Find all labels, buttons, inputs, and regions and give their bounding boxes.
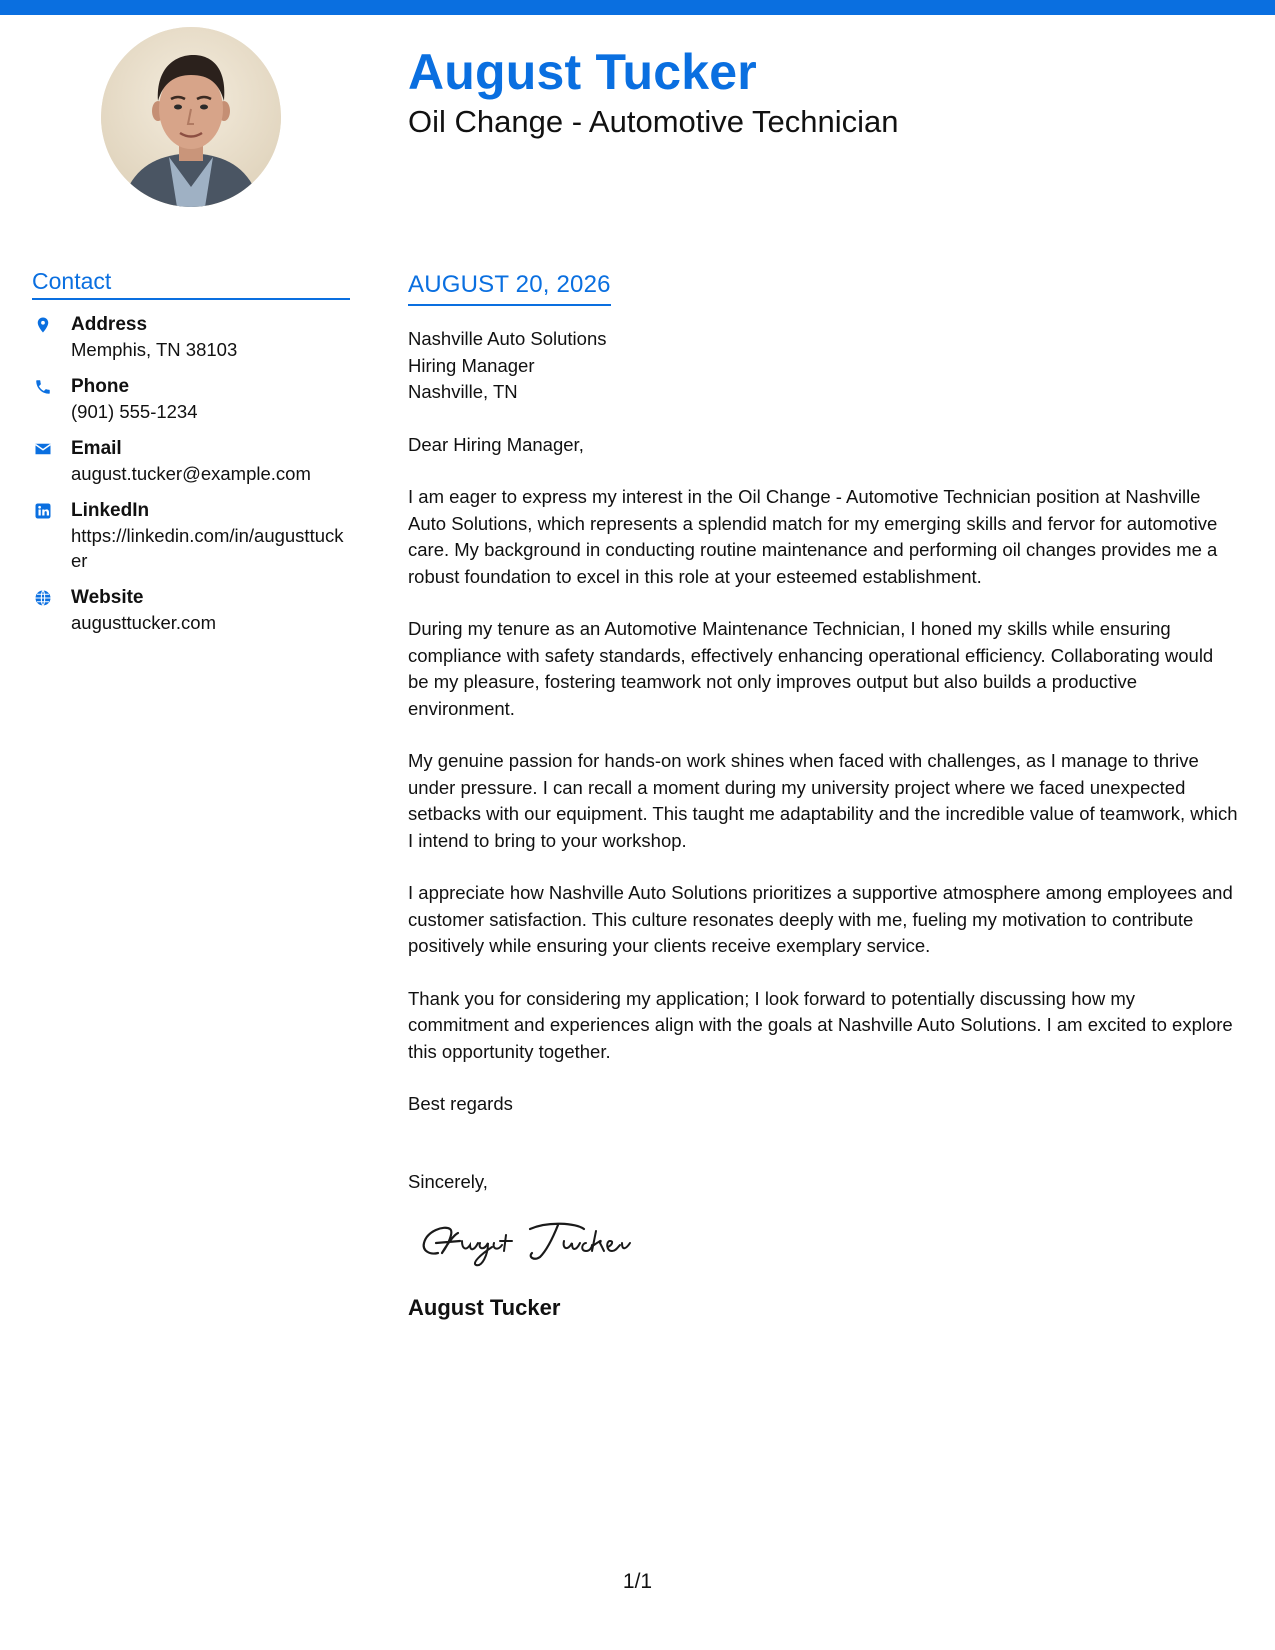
map-pin-icon xyxy=(34,316,52,334)
recipient-location: Nashville, TN xyxy=(408,381,518,402)
closing-line: Best regards xyxy=(408,1093,513,1114)
candidate-name: August Tucker xyxy=(408,44,757,100)
contact-item-website xyxy=(32,585,350,635)
email-icon xyxy=(34,440,52,458)
contact-item-phone xyxy=(32,374,350,424)
letter-paragraph: During my tenure as an Automotive Maintenance Technician, I honed my skills while ensuring compliance with safety standards, effectively enhancing operational efficiency. Collaborating would be my pleasure, fostering teamwork not only improves output but also builds a productive environment. xyxy=(408,618,1214,719)
globe-icon xyxy=(34,589,52,607)
address-value: Memphis, TN 38103 xyxy=(71,339,238,360)
phone-label: Phone xyxy=(71,376,130,397)
recipient-title: Hiring Manager xyxy=(408,354,535,376)
linkedin-value[interactable]: https://linkedin.com/in/augusttucker xyxy=(71,525,344,571)
recipient-company: Nashville Auto Solutions xyxy=(408,328,607,349)
letter-body xyxy=(408,270,1238,1323)
phone-icon xyxy=(34,378,52,396)
page-number: 1/1 xyxy=(622,1570,653,1593)
letter-paragraph: Thank you for considering my application; I look forward to potentially discussing how my commitment and experiences align with the goals at Nashville Auto Solutions. I am excited to explore this opportunity together. xyxy=(408,987,1233,1062)
address-label: Address xyxy=(71,314,148,335)
website-value[interactable]: augusttucker.com xyxy=(71,612,216,633)
sign-off: Sincerely, xyxy=(408,1170,488,1192)
contact-item-linkedin xyxy=(32,498,350,573)
contact-item-email xyxy=(32,436,350,486)
email-value[interactable]: august.tucker@example.com xyxy=(71,463,311,484)
top-accent-bar xyxy=(0,0,1275,15)
contact-item-address xyxy=(32,312,350,362)
letter-paragraph: I appreciate how Nashville Auto Solutions prioritizes a supportive atmosphere among employees and customer satisfaction. This culture resonates deeply with me, fueling my motivation to contribute positively while ensuring your clients receive exemplary service. xyxy=(408,882,1233,956)
linkedin-icon xyxy=(34,502,52,520)
linkedin-label: LinkedIn xyxy=(71,500,150,521)
signer-name: August Tucker xyxy=(408,1295,561,1320)
letter-date: AUGUST 20, 2026 xyxy=(408,271,611,298)
salutation: Dear Hiring Manager, xyxy=(408,433,584,455)
handwritten-signature xyxy=(408,1209,1238,1273)
contact-sidebar xyxy=(32,266,350,647)
email-label: Email xyxy=(71,438,122,459)
date-underline xyxy=(408,270,611,306)
website-label: Website xyxy=(71,587,144,608)
letter-paragraph: My genuine passion for hands-on work shines when faced with challenges, as I manage to thrive under pressure. I can recall a moment during my university project where we faced unexpected setbacks with our equipment. This taught me adaptability and the incredible value of teamwork, which I intend to bring to your workshop. xyxy=(408,750,1238,851)
contact-heading: Contact xyxy=(32,266,350,300)
letter-paragraph: I am eager to express my interest in the Oil Change - Automotive Technician position at Nashville Auto Solutions, which represents a splendid match for my emerging skills and fervor for automotive care. My background in conducting routine maintenance and performing oil changes provides me a robust foundation to excel in this role at your esteemed establishment. xyxy=(408,486,1218,587)
phone-value: (901) 555-1234 xyxy=(71,401,198,422)
recipient-block xyxy=(408,326,1238,406)
profile-photo xyxy=(101,27,281,207)
candidate-role: Oil Change - Automotive Technician xyxy=(408,104,899,139)
